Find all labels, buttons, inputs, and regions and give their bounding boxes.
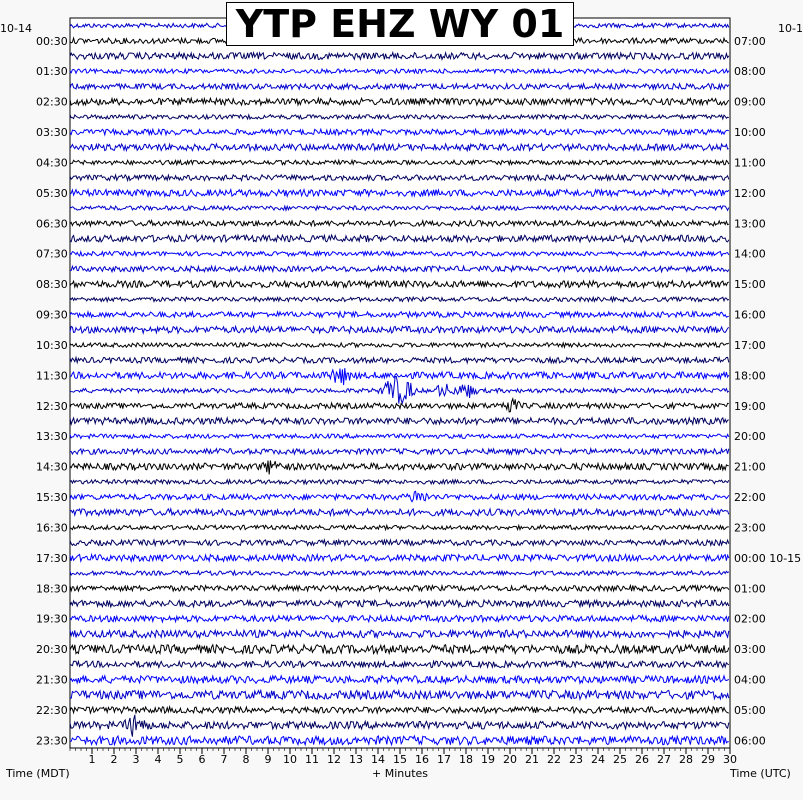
right-row-label: 22:00 [734,491,766,505]
x-tick-label: 23 [569,753,583,766]
x-tick-label: 20 [503,753,517,766]
right-row-label: 09:00 [734,95,766,109]
right-row-label: 11:00 [734,156,766,170]
x-tick-label: 24 [591,753,605,766]
x-tick-label: 22 [547,753,561,766]
left-row-label: 08:30 [36,278,68,292]
left-row-label: 14:30 [36,460,68,474]
x-tick-label: 28 [679,753,693,766]
left-row-label: 16:30 [36,521,68,535]
x-tick-label: 9 [264,753,272,766]
left-row-label: 00:30 [36,34,68,48]
left-row-label: 09:30 [36,308,68,322]
left-row-label: 12:30 [36,399,68,413]
right-row-label: 00:00 10-15 [734,551,802,565]
right-row-label: 13:00 [734,217,766,231]
right-row-label: 18:00 [734,369,766,383]
x-tick-label: 14 [371,753,385,766]
right-row-label: 02:00 [734,612,766,626]
left-row-label: 05:30 [36,186,68,200]
x-tick-label: 21 [525,753,539,766]
chart-title: YTP EHZ WY 01 [226,2,574,46]
left-row-label: 10:30 [36,338,68,352]
x-tick-label: 27 [657,753,671,766]
left-row-label: 19:30 [36,612,68,626]
x-tick-label: 30 [723,753,737,766]
left-row-label: 23:30 [36,734,68,748]
x-tick-label: 15 [393,753,407,766]
plot-area [70,18,730,748]
x-axis-label: + Minutes [372,767,429,780]
x-tick-label: 18 [459,753,473,766]
left-row-label: 17:30 [36,551,68,565]
left-axis-label: Time (MDT) [6,767,70,780]
right-row-label: 15:00 [734,278,766,292]
x-tick-label: 2 [110,753,118,766]
left-row-label: 02:30 [36,95,68,109]
left-row-label: 04:30 [36,156,68,170]
x-tick-label: 16 [415,753,429,766]
right-row-label: 04:00 [734,673,766,687]
start-date-right: 10-1 [778,22,803,35]
x-tick-label: 26 [635,753,649,766]
x-tick-label: 6 [198,753,206,766]
x-tick-label: 19 [481,753,495,766]
right-row-label: 12:00 [734,186,766,200]
x-tick-label: 29 [701,753,715,766]
left-row-label: 15:30 [36,491,68,505]
left-row-label: 20:30 [36,643,68,657]
left-row-label: 13:30 [36,430,68,444]
right-row-label: 16:00 [734,308,766,322]
right-row-label: 23:00 [734,521,766,535]
x-tick-label: 7 [220,753,228,766]
right-row-label: 08:00 [734,65,766,79]
x-tick-label: 11 [305,753,319,766]
x-tick-label: 12 [327,753,341,766]
left-row-label: 21:30 [36,673,68,687]
right-row-label: 20:00 [734,430,766,444]
x-tick-label: 13 [349,753,363,766]
left-row-label: 18:30 [36,582,68,596]
x-tick-label: 25 [613,753,627,766]
x-tick-label: 17 [437,753,451,766]
left-row-label: 06:30 [36,217,68,231]
right-row-label: 19:00 [734,399,766,413]
x-tick-label: 4 [154,753,162,766]
right-row-label: 07:00 [734,34,766,48]
right-row-label: 21:00 [734,460,766,474]
x-tick-label: 10 [283,753,297,766]
right-row-label: 01:00 [734,582,766,596]
start-date-left: 10-14 [0,22,32,35]
right-row-label: 03:00 [734,643,766,657]
right-row-label: 10:00 [734,126,766,140]
right-row-label: 05:00 [734,703,766,717]
right-axis-label: Time (UTC) [730,767,791,780]
x-tick-label: 1 [88,753,96,766]
right-row-label: 17:00 [734,338,766,352]
x-tick-label: 3 [132,753,140,766]
left-row-label: 03:30 [36,126,68,140]
x-tick-label: 5 [176,753,184,766]
x-tick-label: 8 [242,753,250,766]
left-row-label: 22:30 [36,703,68,717]
right-row-label: 14:00 [734,247,766,261]
left-row-label: 01:30 [36,65,68,79]
left-row-label: 11:30 [36,369,68,383]
left-row-label: 07:30 [36,247,68,261]
right-row-label: 06:00 [734,734,766,748]
